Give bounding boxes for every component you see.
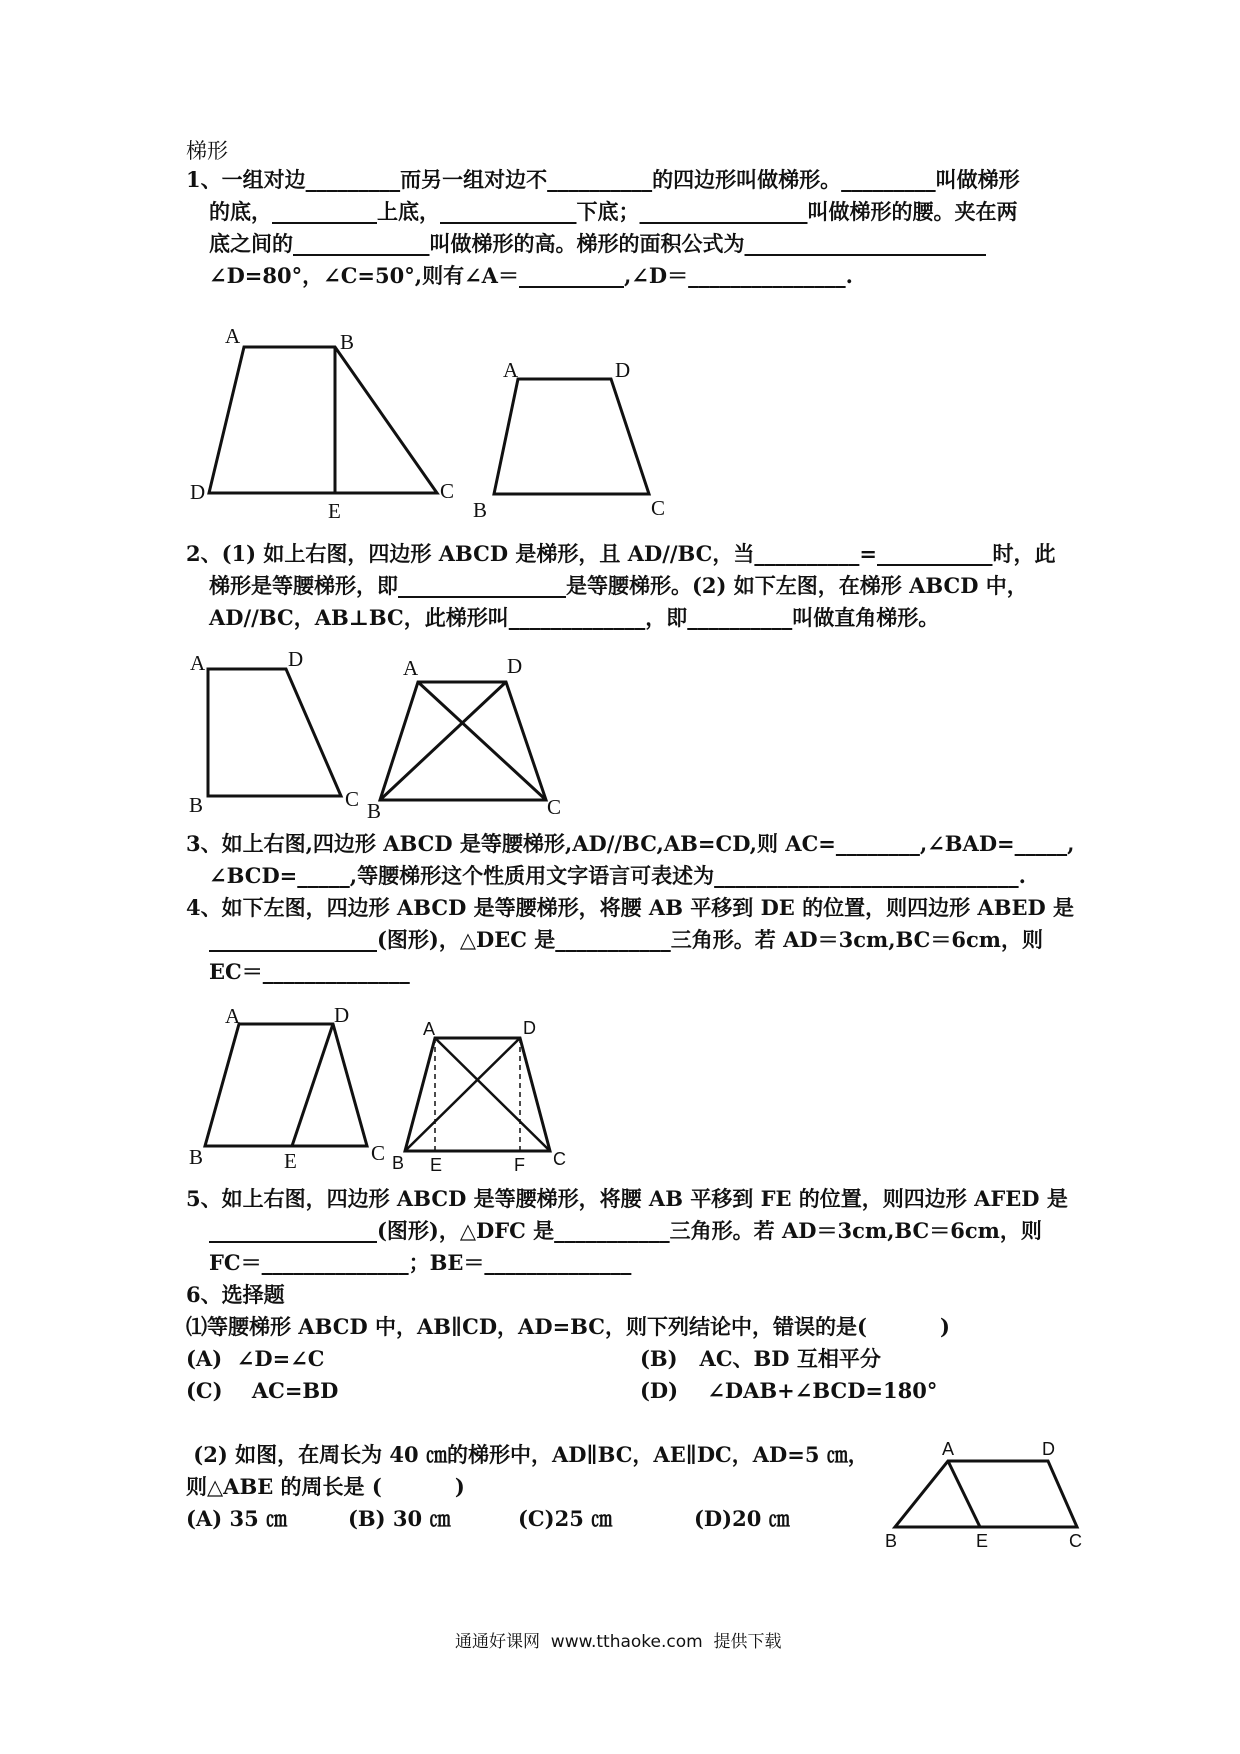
q1-line1: 1、一组对边_________而另一组对边不__________的四边形叫做梯形。_________叫做梯形 bbox=[186, 167, 1020, 192]
fig5-segment-de bbox=[292, 1024, 333, 1146]
q6-part1-stem: ⑴等腰梯形 ABCD 中，AB∥CD，AD=BC，则下列结论中，错误的是( ) bbox=[186, 1314, 950, 1339]
fig6-diagonal-ac bbox=[435, 1038, 550, 1151]
fig5-label-e: E bbox=[284, 1149, 297, 1173]
q4-line3: EC＝______________ bbox=[209, 959, 410, 984]
q4-line1: 4、如下左图，四边形 ABCD 是等腰梯形，将腰 AB 平移到 DE 的位置，则四边形 ABED 是 bbox=[186, 895, 1074, 920]
q1-line2: 的底，__________上底，_____________下底；________________叫做梯形的腰。夹在两 bbox=[209, 199, 1018, 224]
fig5-label-d: D bbox=[334, 1003, 350, 1027]
figure-5-translated-leg bbox=[185, 1005, 385, 1184]
fig6-label-a: A bbox=[423, 1019, 436, 1039]
fig4-label-d: D bbox=[507, 654, 523, 678]
fig2-trapezoid bbox=[494, 379, 649, 494]
q3-line1: 3、如上右图,四边形 ABCD 是等腰梯形,AD//BC,AB=CD,则 AC=________,∠BAD=_____, bbox=[186, 831, 1075, 856]
fig3-label-a: A bbox=[190, 651, 206, 675]
fig6-label-b: B bbox=[392, 1153, 405, 1173]
q2-line2: 梯形是等腰梯形，即________________是等腰梯形。(2) 如下左图，在梯形 ABCD 中， bbox=[209, 573, 1028, 598]
q6-part2-line1: (2) 如图，在周长为 40 ㎝的梯形中，AD∥BC，AE∥DC，AD=5 ㎝， bbox=[186, 1442, 869, 1467]
q5-line1: 5、如上右图，四边形 ABCD 是等腰梯形，将腰 AB 平移到 FE 的位置，则四边形 AFED 是 bbox=[186, 1186, 1068, 1211]
q6-heading: 6、选择题 bbox=[186, 1282, 285, 1307]
fig5-label-a: A bbox=[225, 1004, 241, 1028]
q5-line2: ________________(图形)，△DFC 是___________三角形。若 AD＝3cm,BC＝6cm，则 bbox=[209, 1218, 1042, 1243]
fig6-label-c: C bbox=[553, 1149, 566, 1169]
fig6-label-d: D bbox=[523, 1018, 536, 1038]
figure-4-trapezoid-diagonals bbox=[367, 654, 570, 829]
fig6-trapezoid bbox=[405, 1038, 550, 1151]
q6-part1-option-d: (D) ∠DAB+∠BCD=180° bbox=[640, 1378, 938, 1403]
fig3-trapezoid bbox=[208, 669, 341, 796]
figure-6-trapezoid-heights bbox=[390, 1020, 580, 1184]
q6-part1-option-c: (C) AC=BD bbox=[186, 1378, 339, 1403]
q6-part2-option-c: (C)25 ㎝ bbox=[518, 1506, 613, 1531]
fig2-label-c: C bbox=[651, 496, 666, 520]
fig7-segment-ae bbox=[948, 1461, 980, 1527]
fig4-label-b: B bbox=[367, 799, 382, 823]
q6-part2-line2: 则△ABE 的周长是 ( ) bbox=[186, 1474, 465, 1499]
fig3-label-b: B bbox=[189, 793, 204, 817]
page-footer: 通通好课网 www.tthaoke.com 提供下载 bbox=[455, 1632, 782, 1652]
figure-2-isosceles-trapezoid bbox=[470, 355, 680, 539]
fig6-label-e: E bbox=[430, 1155, 443, 1175]
fig5-trapezoid bbox=[205, 1024, 367, 1146]
fig4-trapezoid bbox=[380, 682, 546, 800]
q4-line2: ________________(图形)，△DEC 是___________三角形。若 AD＝3cm,BC＝6cm，则 bbox=[209, 927, 1043, 952]
figure-1-right-height-trapezoid bbox=[185, 325, 465, 539]
fig1-label-b: B bbox=[340, 330, 355, 354]
q5-line3: FC＝______________；BE＝______________ bbox=[209, 1250, 632, 1275]
q6-part2-option-d: (D)20 ㎝ bbox=[694, 1506, 790, 1531]
fig7-label-b: B bbox=[885, 1531, 898, 1551]
fig6-label-f: F bbox=[514, 1155, 525, 1175]
fig1-trapezoid bbox=[209, 347, 437, 493]
fig7-label-c: C bbox=[1069, 1531, 1082, 1551]
fig1-label-d: D bbox=[190, 480, 206, 504]
q3-line2: ∠BCD=_____,等腰梯形这个性质用文字语言可表述为_____________________________. bbox=[209, 863, 1026, 888]
figure-7-trapezoid-ae-parallel-dc bbox=[880, 1435, 1100, 1569]
fig5-label-c: C bbox=[371, 1141, 386, 1165]
q6-part1-option-b: (B) AC、BD 互相平分 bbox=[640, 1346, 881, 1371]
fig7-label-d: D bbox=[1042, 1439, 1055, 1459]
q1-line3: 底之间的_____________叫做梯形的高。梯形的面积公式为_______________________ bbox=[209, 231, 986, 256]
fig7-trapezoid bbox=[895, 1461, 1077, 1527]
q2-line1: 2、(1) 如上右图，四边形 ABCD 是梯形，且 AD//BC，当__________=___________时，此 bbox=[186, 541, 1056, 566]
fig2-label-a: A bbox=[503, 358, 519, 382]
q1-line4: ∠D=80°，∠C=50°,则有∠A＝__________,∠D＝_______________. bbox=[209, 263, 853, 288]
fig7-label-e: E bbox=[976, 1531, 989, 1551]
fig7-label-a: A bbox=[942, 1439, 955, 1459]
fig2-label-b: B bbox=[473, 498, 488, 522]
q2-line3: AD//BC，AB⊥BC，此梯形叫_____________，即__________叫做直角梯形。 bbox=[209, 605, 940, 630]
fig1-label-e: E bbox=[328, 499, 341, 523]
q6-part2-option-a: (A) 35 ㎝ bbox=[186, 1506, 288, 1531]
q6-part1-option-a: (A) ∠D=∠C bbox=[186, 1346, 325, 1371]
page-title: 梯形 bbox=[186, 139, 228, 163]
fig2-label-d: D bbox=[615, 358, 631, 382]
fig1-label-c: C bbox=[440, 479, 455, 503]
fig4-label-a: A bbox=[403, 656, 419, 680]
fig1-label-a: A bbox=[225, 324, 241, 348]
fig5-label-b: B bbox=[189, 1145, 204, 1169]
q6-part2-option-b: (B) 30 ㎝ bbox=[348, 1506, 451, 1531]
fig4-label-c: C bbox=[547, 795, 562, 819]
fig3-label-c: C bbox=[345, 787, 360, 811]
fig6-diagonal-bd bbox=[405, 1038, 520, 1151]
fig3-label-d: D bbox=[288, 647, 304, 671]
figure-3-right-trapezoid bbox=[185, 647, 365, 824]
